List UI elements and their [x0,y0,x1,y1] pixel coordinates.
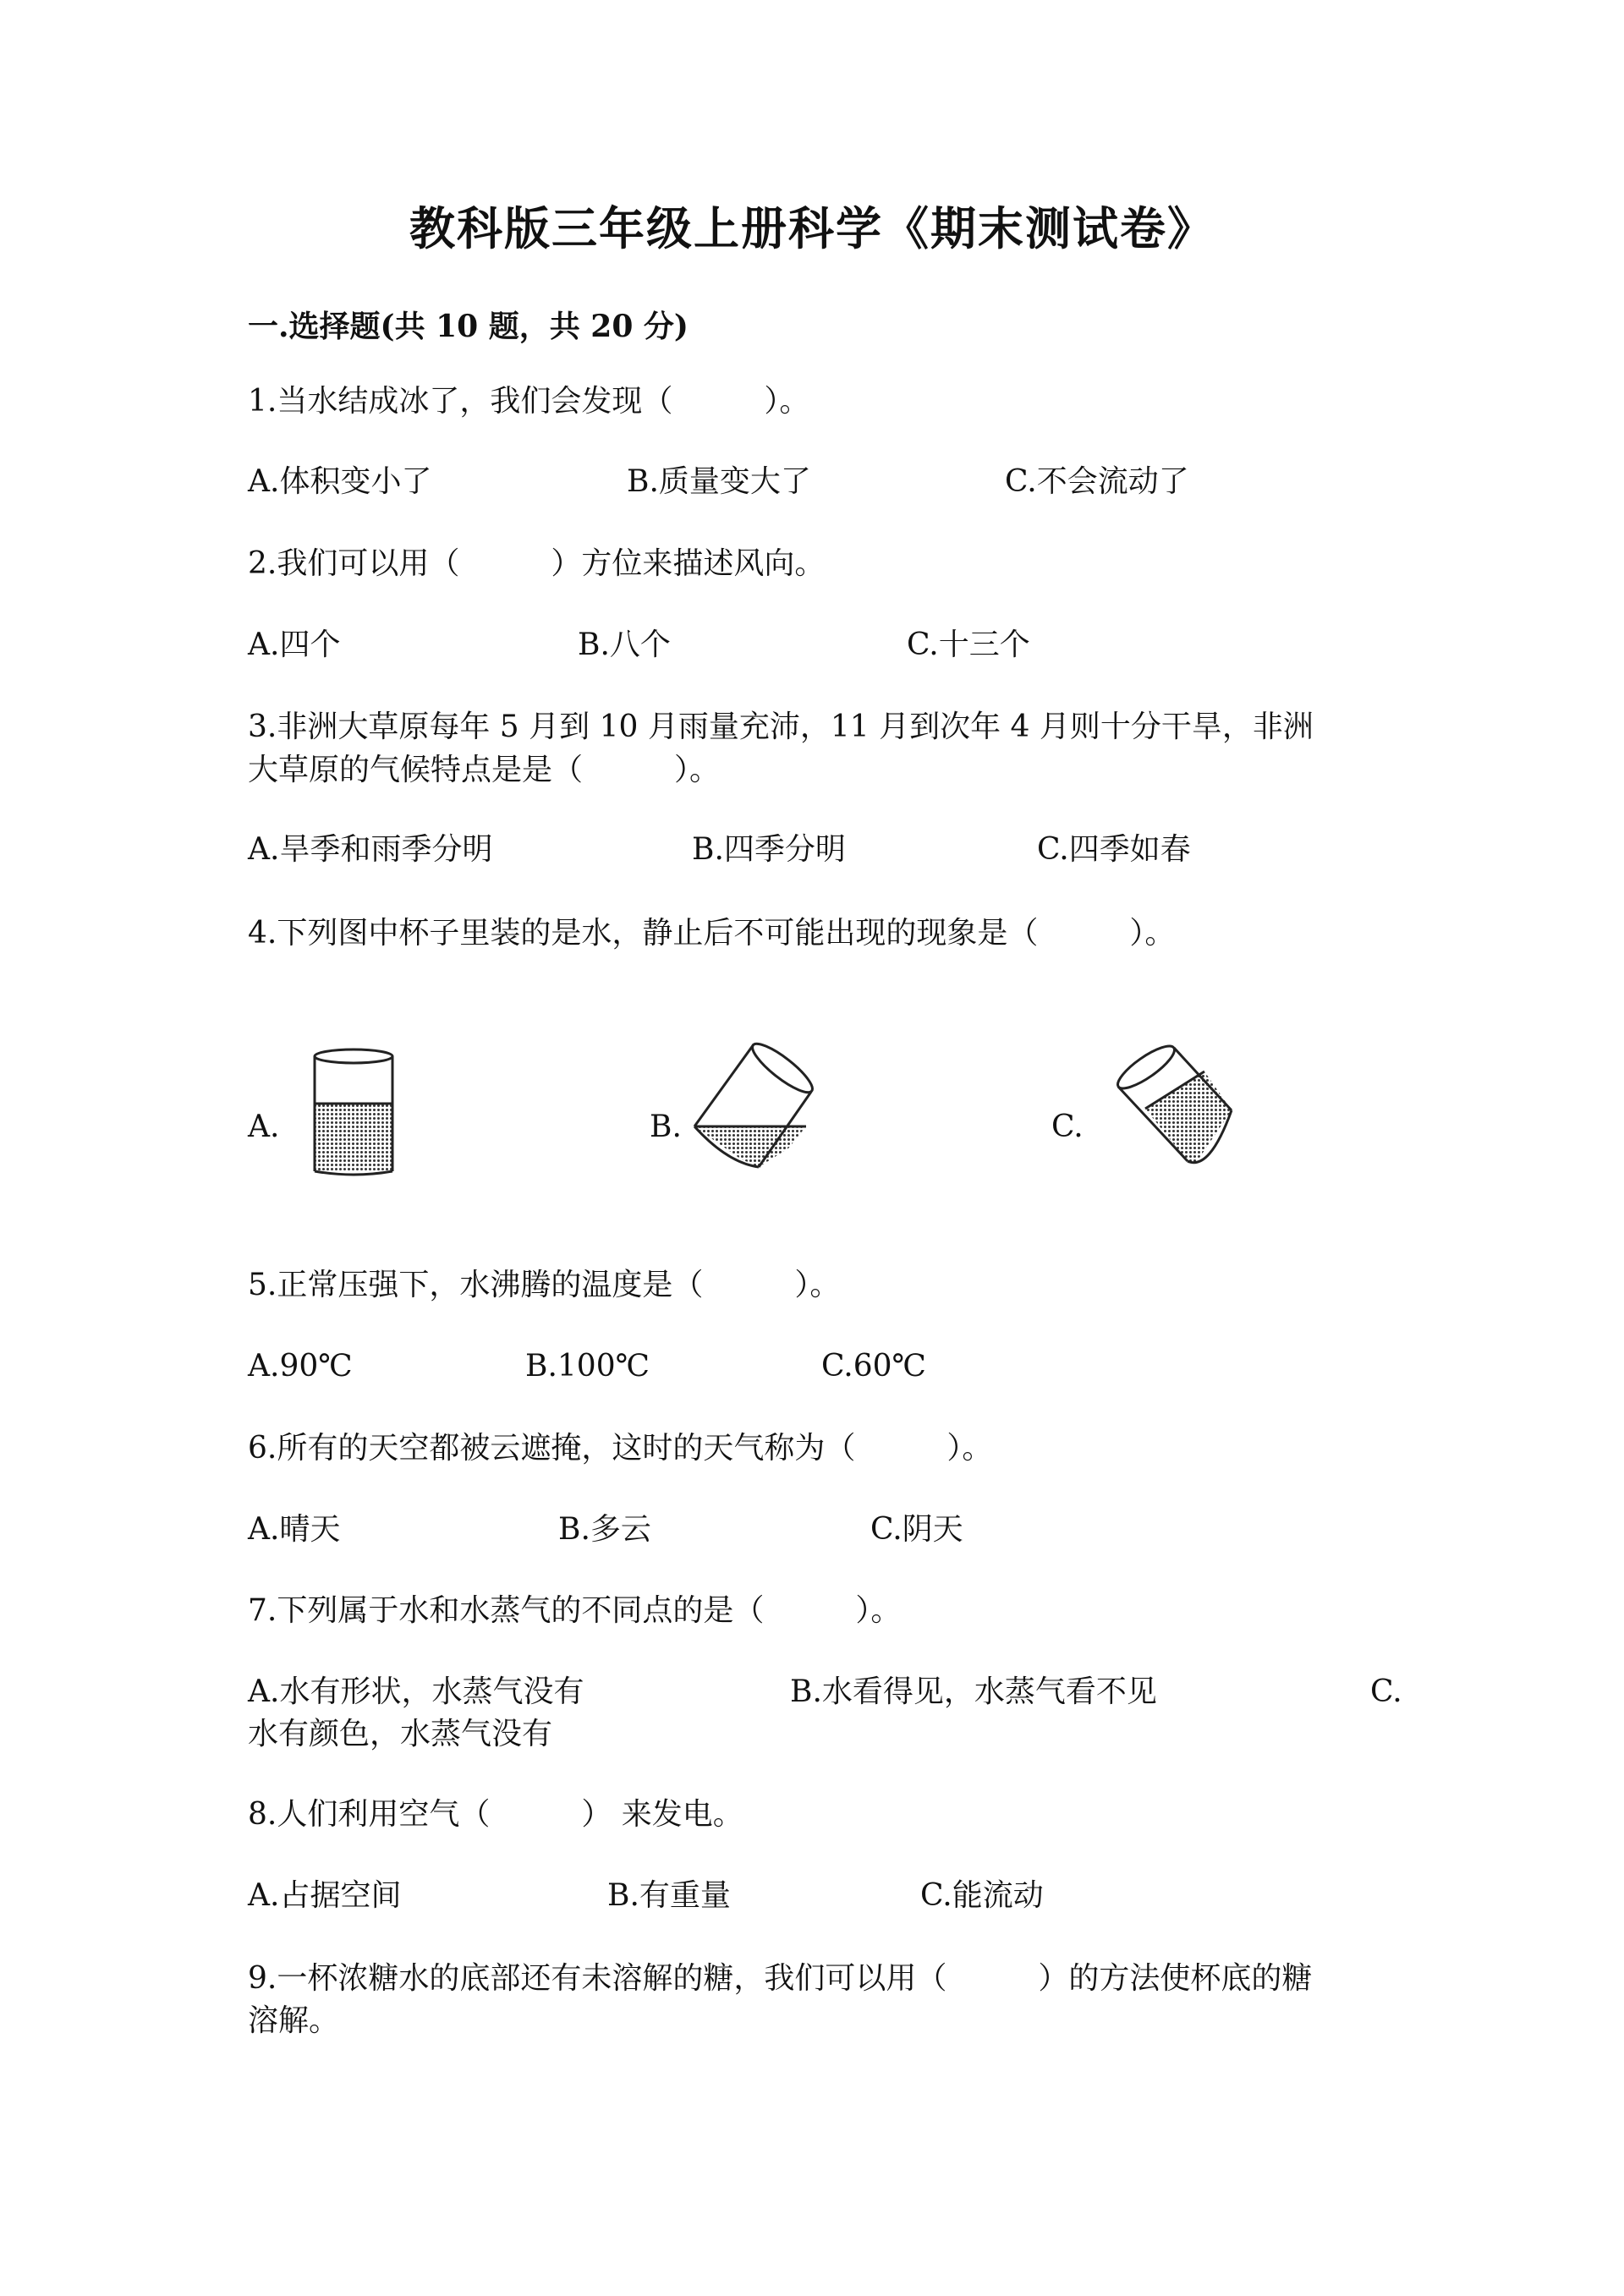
question-4-option-a-label: A. [248,1110,280,1144]
question-8-option-b: B.有重量 [607,1878,731,1913]
question-6-option-a: A.晴天 [248,1512,341,1547]
question-4-option-c-label: C. [1051,1110,1084,1144]
question-1-option-c: C.不会流动了 [1005,464,1189,499]
question-7-option-a: A.水有形状，水蒸气没有 [248,1674,584,1709]
tilted-cup-water-horizontal-icon [681,1036,833,1188]
question-2-option-b: B.八个 [578,627,671,662]
question-5-option-a: A.90℃ [248,1349,353,1384]
question-6-option-c: C.阴天 [870,1512,963,1547]
tilted-cup-water-tilted-icon [1108,1036,1243,1188]
question-3-stem-line-2: 大草原的气候特点是是（ ）。 [248,753,721,787]
question-4-option-b-label: B. [650,1110,682,1144]
exam-title: 教科版三年级上册科学《期末测试卷》 [409,201,1215,255]
question-1-option-a: A.体积变小了 [248,464,432,499]
question-5-stem: 5.正常压强下，水沸腾的温度是（ ）。 [248,1268,841,1302]
question-2-stem: 2.我们可以用（ ）方位来描述风向。 [248,546,826,581]
question-3-option-a: A.旱季和雨季分明 [248,832,493,867]
question-5-option-b: B.100℃ [525,1349,650,1384]
question-5-option-c: C.60℃ [821,1349,926,1384]
question-2-option-a: A.四个 [248,627,341,662]
question-6-option-b: B.多云 [558,1512,651,1547]
question-4-stem: 4.下列图中杯子里装的是水，静止后不可能出现的现象是（ ）。 [248,916,1176,951]
question-9-stem-line-1: 9.一杯浓糖水的底部还有未溶解的糖，我们可以用（ ）的方法使杯底的糖 [248,1961,1313,1996]
question-3-option-c: C.四季如春 [1037,832,1191,867]
question-8-stem: 8.人们利用空气（ ） 来发电。 [248,1797,743,1832]
question-1-stem: 1.当水结成冰了，我们会发现（ ）。 [248,384,810,419]
question-1-option-b: B.质量变大了 [627,464,811,499]
question-6-stem: 6.所有的天空都被云遮掩，这时的天气称为（ ）。 [248,1431,993,1466]
section-heading: 一.选择题(共 10 题，共 20 分) [248,309,689,344]
question-3-option-b: B.四季分明 [692,832,846,867]
upright-cup-with-water-icon [304,1044,406,1180]
question-8-option-a: A.占据空间 [248,1878,402,1913]
question-2-option-c: C.十三个 [907,627,1030,662]
question-8-option-c: C.能流动 [920,1878,1044,1913]
question-7-stem: 7.下列属于水和水蒸气的不同点的是（ ）。 [248,1593,902,1628]
question-7-option-c: C. [1370,1674,1402,1709]
question-9-stem-line-2: 溶解。 [248,2003,340,2038]
question-3-stem-line-1: 3.非洲大草原每年 5 月到 10 月雨量充沛，11 月到次年 4 月则十分干旱，非洲 [248,710,1314,744]
question-7-option-b: B.水看得见，水蒸气看不见 [790,1674,1157,1709]
question-7-option-c-text: 水有颜色，水蒸气没有 [248,1717,553,1751]
